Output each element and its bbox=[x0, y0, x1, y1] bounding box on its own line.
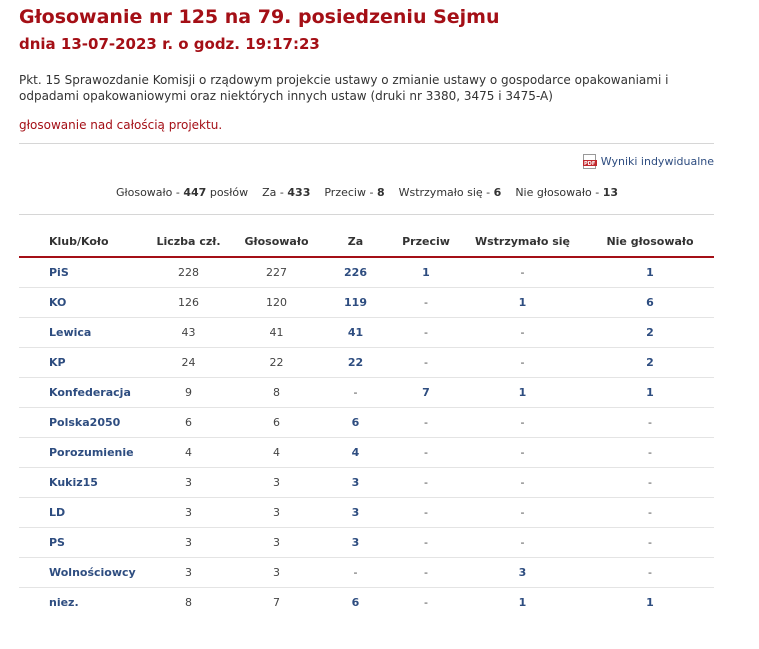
table-cell: - bbox=[424, 596, 428, 609]
club-link[interactable]: Kukiz15 bbox=[19, 468, 142, 498]
vote-count-link[interactable]: 2 bbox=[586, 348, 714, 378]
summary-absent-value: 13 bbox=[602, 186, 619, 199]
table-row bbox=[19, 438, 714, 468]
table-cell: 3 bbox=[142, 528, 235, 558]
vote-summary bbox=[0, 186, 734, 199]
club-link[interactable]: KP bbox=[19, 348, 142, 378]
table-row bbox=[19, 498, 714, 528]
table-cell: - bbox=[586, 468, 714, 498]
table-cell: 8 bbox=[185, 596, 192, 609]
vote-count-link[interactable]: 6 bbox=[318, 408, 393, 438]
summary-absent-label: Nie głosowało - bbox=[515, 186, 603, 199]
table-cell: - bbox=[586, 498, 714, 528]
table-cell: - bbox=[586, 528, 714, 558]
table-row bbox=[19, 378, 714, 408]
vote-count-link[interactable]: 3 bbox=[459, 558, 586, 588]
table-cell: - bbox=[393, 348, 459, 378]
table-cell: 6 bbox=[142, 408, 235, 438]
table-row bbox=[19, 558, 714, 588]
table-cell: 7 bbox=[273, 596, 280, 609]
table-cell: - bbox=[393, 408, 459, 438]
vote-count-link[interactable]: 6 bbox=[586, 288, 714, 318]
table-cell: - bbox=[586, 438, 714, 468]
table-cell: - bbox=[393, 438, 459, 468]
table-cell: - bbox=[393, 558, 459, 588]
table-cell: 41 bbox=[235, 318, 318, 348]
table-cell: 6 bbox=[235, 408, 318, 438]
club-link[interactable]: LD bbox=[19, 498, 142, 528]
table-cell: 8 bbox=[235, 378, 318, 408]
club-link[interactable]: Porozumienie bbox=[19, 438, 142, 468]
individual-results-link[interactable] bbox=[583, 154, 714, 169]
table-row bbox=[19, 348, 714, 378]
summary-abstain-value: 6 bbox=[493, 186, 502, 199]
vote-count-link[interactable]: 2 bbox=[586, 318, 714, 348]
column-header: Wstrzymało się bbox=[459, 226, 586, 257]
table-cell: 120 bbox=[235, 288, 318, 318]
vote-count-link[interactable]: 3 bbox=[318, 528, 393, 558]
vote-count-link[interactable]: 1 bbox=[518, 596, 527, 609]
table-cell: 9 bbox=[142, 378, 235, 408]
summary-voted-value: 447 bbox=[183, 186, 207, 199]
table-cell: 3 bbox=[235, 558, 318, 588]
club-link[interactable]: niez. bbox=[49, 596, 79, 609]
table-cell: 3 bbox=[142, 558, 235, 588]
summary-voted-label: Głosowało - bbox=[115, 186, 184, 199]
table-cell: - bbox=[393, 468, 459, 498]
club-link[interactable]: Wolnościowcy bbox=[19, 558, 142, 588]
club-link[interactable]: Polska2050 bbox=[19, 408, 142, 438]
table-cell: - bbox=[459, 318, 586, 348]
vote-count-link[interactable]: 41 bbox=[318, 318, 393, 348]
club-link[interactable]: Konfederacja bbox=[19, 378, 142, 408]
individual-results-label: Wyniki indywidualne bbox=[600, 155, 714, 168]
vote-count-link[interactable]: 4 bbox=[318, 438, 393, 468]
club-link[interactable]: Lewica bbox=[19, 318, 142, 348]
summary-against-value: 8 bbox=[376, 186, 385, 199]
column-header: Liczba czł. bbox=[142, 226, 235, 257]
page-title: Głosowanie nr 125 na 79. posiedzeniu Sejmu bbox=[19, 6, 500, 28]
column-header: Przeciw bbox=[393, 226, 459, 257]
vote-count-link[interactable]: 1 bbox=[459, 378, 586, 408]
club-link[interactable]: KO bbox=[19, 288, 142, 318]
column-header: Za bbox=[318, 226, 393, 257]
table-cell: - bbox=[459, 438, 586, 468]
table-row bbox=[19, 408, 714, 438]
table-cell: - bbox=[459, 528, 586, 558]
table-cell: 4 bbox=[142, 438, 235, 468]
table-cell: 3 bbox=[235, 498, 318, 528]
table-cell: - bbox=[393, 528, 459, 558]
table-cell: - bbox=[459, 468, 586, 498]
vote-count-link[interactable]: 1 bbox=[586, 378, 714, 408]
column-header: Nie głosowało bbox=[586, 226, 714, 257]
table-cell: 3 bbox=[142, 498, 235, 528]
table-row bbox=[19, 528, 714, 558]
vote-count-link[interactable]: 1 bbox=[393, 257, 459, 288]
table-cell: 24 bbox=[142, 348, 235, 378]
vote-date: dnia 13-07-2023 r. o godz. 19:17:23 bbox=[19, 35, 320, 53]
vote-count-link[interactable]: 1 bbox=[586, 257, 714, 288]
vote-count-link[interactable]: 3 bbox=[318, 498, 393, 528]
table-row bbox=[19, 318, 714, 348]
table-header-row bbox=[19, 226, 714, 257]
vote-count-link[interactable]: 119 bbox=[318, 288, 393, 318]
club-link[interactable]: PS bbox=[19, 528, 142, 558]
table-cell: 3 bbox=[235, 468, 318, 498]
vote-count-link[interactable]: 3 bbox=[318, 468, 393, 498]
vote-count-link[interactable]: 22 bbox=[318, 348, 393, 378]
table-row bbox=[19, 588, 714, 618]
summary-voted-unit: posłów bbox=[206, 186, 249, 199]
svg-text:PDF: PDF bbox=[583, 161, 596, 167]
results-table bbox=[19, 226, 714, 617]
table-cell: - bbox=[393, 318, 459, 348]
pdf-icon bbox=[583, 154, 597, 169]
table-cell: 227 bbox=[235, 257, 318, 288]
vote-description: Pkt. 15 Sprawozdanie Komisji o rządowym projekcie ustawy o zmianie ustawy o gospodarce opakowaniami i odpadami opakowaniowymi oraz niektórych innych ustaw (druki nr 3380, 3475 i 3475-A) bbox=[19, 73, 669, 103]
vote-count-link[interactable]: 7 bbox=[393, 378, 459, 408]
table-cell: - bbox=[459, 498, 586, 528]
column-header: Klub/Koło bbox=[19, 226, 142, 257]
summary-abstain-label: Wstrzymało się - bbox=[398, 186, 494, 199]
vote-type: głosowanie nad całością projektu. bbox=[19, 118, 223, 132]
column-header: Głosowało bbox=[235, 226, 318, 257]
table-cell: - bbox=[459, 408, 586, 438]
divider bbox=[19, 214, 714, 215]
table-cell: - bbox=[459, 257, 586, 288]
vote-count-link[interactable]: 1 bbox=[646, 596, 654, 609]
table-row bbox=[19, 257, 714, 288]
club-link[interactable]: PiS bbox=[19, 257, 142, 288]
summary-against-label: Przeciw - bbox=[324, 186, 377, 199]
table-cell: - bbox=[393, 498, 459, 528]
table-cell: - bbox=[393, 288, 459, 318]
vote-count-link[interactable]: 226 bbox=[318, 257, 393, 288]
summary-for-value: 433 bbox=[287, 186, 311, 199]
table-cell: 126 bbox=[142, 288, 235, 318]
table-cell: 22 bbox=[235, 348, 318, 378]
summary-for-label: Za - bbox=[262, 186, 288, 199]
vote-count-link[interactable]: 1 bbox=[459, 288, 586, 318]
divider bbox=[19, 143, 714, 144]
table-cell: - bbox=[459, 348, 586, 378]
table-cell: - bbox=[586, 408, 714, 438]
vote-count-link[interactable]: 6 bbox=[351, 596, 360, 609]
table-cell: - bbox=[586, 558, 714, 588]
table-cell: 4 bbox=[235, 438, 318, 468]
table-cell: 3 bbox=[142, 468, 235, 498]
table-cell: 43 bbox=[142, 318, 235, 348]
table-cell: - bbox=[318, 558, 393, 588]
table-row bbox=[19, 468, 714, 498]
table-cell: 3 bbox=[235, 528, 318, 558]
table-cell: 228 bbox=[142, 257, 235, 288]
table-cell: - bbox=[318, 378, 393, 408]
table-row bbox=[19, 288, 714, 318]
